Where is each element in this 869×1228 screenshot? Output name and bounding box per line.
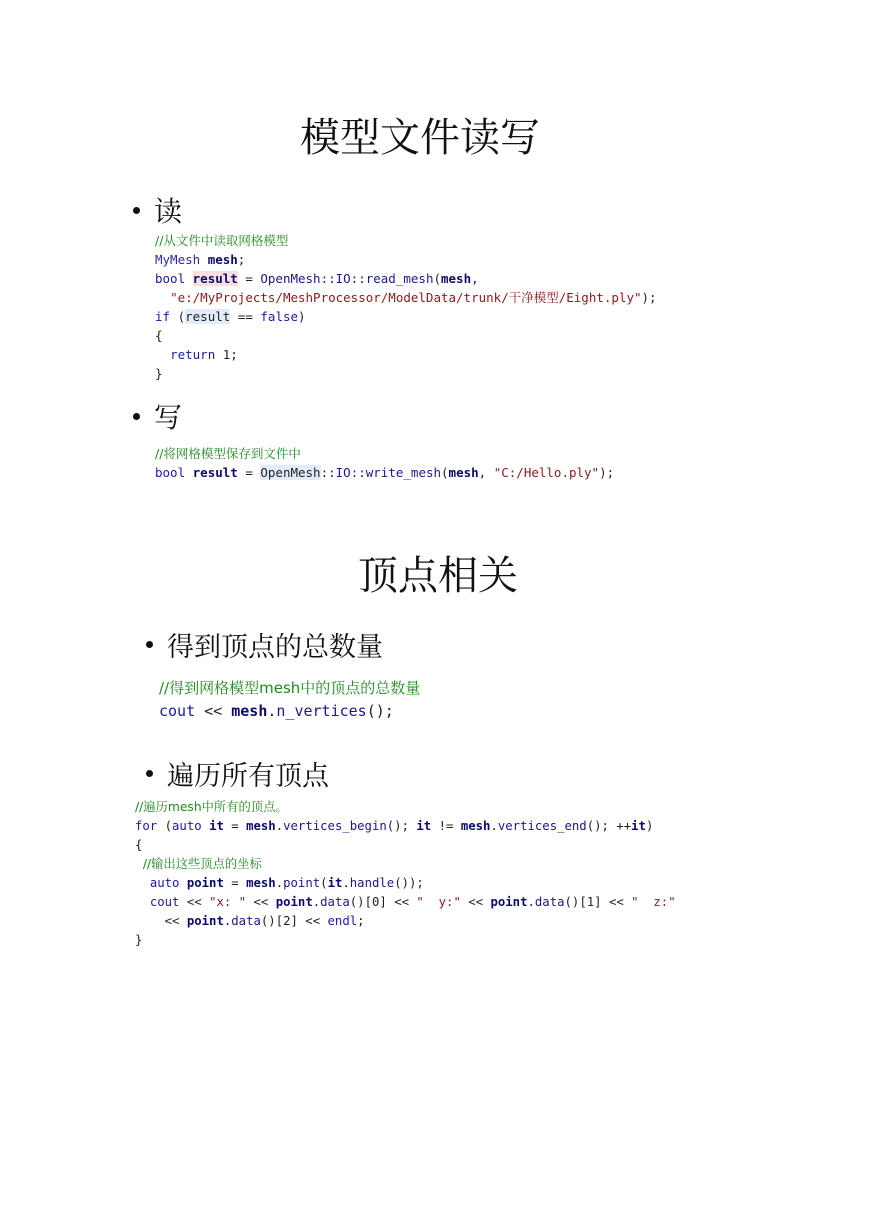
- code-line: cout << "x: " << point.data()[0] << " y:" << point.data()[1] << " z:": [149, 895, 676, 909]
- code-token: bool: [155, 271, 186, 286]
- code-line: << point.data()[2] << endl;: [135, 914, 365, 928]
- code-line: //输出这些顶点的坐标: [135, 857, 262, 871]
- code-line: MyMesh mesh;: [155, 252, 246, 267]
- code-line: //遍历mesh中所有的顶点。: [135, 800, 288, 814]
- code-token: mesh: [207, 252, 238, 267]
- code-token: data: [231, 914, 261, 928]
- code-line: {: [135, 838, 143, 852]
- code-token: it: [416, 819, 432, 833]
- code-block-vertex-count: [159, 677, 420, 723]
- code-token: mesh: [441, 271, 472, 286]
- bullet-label-write: 写: [154, 401, 183, 434]
- bullet-write: [133, 396, 182, 436]
- code-token: IO::write_mesh: [335, 465, 442, 480]
- code-token: data: [534, 895, 565, 909]
- code-token: mesh: [231, 702, 268, 720]
- code-token: OpenMesh::IO::read_mesh: [260, 271, 434, 286]
- code-token: cout: [149, 895, 180, 909]
- code-token: endl: [327, 914, 358, 928]
- section-title-vertices: 顶点相关: [358, 553, 518, 599]
- code-token: " z:": [631, 895, 676, 909]
- code-line: //将网格模型保存到文件中: [155, 446, 301, 461]
- code-line: bool result = OpenMesh::IO::write_mesh(mesh, "C:/Hello.ply");: [155, 465, 615, 480]
- code-token: mesh: [448, 465, 479, 480]
- code-token: vertices_end: [497, 819, 587, 833]
- code-token: "x: ": [209, 895, 247, 909]
- code-token: point: [283, 876, 321, 890]
- code-line: for (auto it = mesh.vertices_begin(); it != mesh.vertices_end(); ++it): [135, 819, 654, 833]
- code-line: //得到网格模型mesh中的顶点的总数量: [159, 679, 421, 697]
- code-token: point: [186, 876, 224, 890]
- code-token: mesh: [246, 876, 276, 890]
- code-block-iterate-vertices: [135, 798, 676, 950]
- code-token: data: [320, 895, 350, 909]
- code-token: auto: [172, 819, 202, 833]
- code-token: n_vertices: [276, 702, 367, 720]
- bullet-dot-icon: [133, 207, 140, 214]
- code-token: "C:/Hello.ply": [493, 465, 600, 480]
- code-line: }: [155, 366, 163, 381]
- code-token: cout: [159, 702, 196, 720]
- code-token: MyMesh: [155, 252, 201, 267]
- code-token: it: [327, 876, 343, 890]
- code-token: point: [186, 914, 224, 928]
- code-line: return 1;: [170, 347, 238, 362]
- bullet-read: [133, 190, 182, 230]
- code-token: "e:/MyProjects/MeshProcessor/ModelData/trunk/干净模型/Eight.ply": [170, 290, 642, 305]
- code-token: it: [631, 819, 646, 833]
- code-token: return: [170, 347, 216, 362]
- code-token: mesh: [246, 819, 276, 833]
- bullet-vertex-count: [146, 625, 383, 664]
- bullet-label-vertex-count: 得到顶点的总数量: [167, 632, 383, 663]
- code-block-write-mesh: [155, 444, 614, 482]
- code-line: {: [155, 328, 163, 343]
- bullet-iterate-vertices: [146, 754, 329, 793]
- bullet-dot-icon: [133, 413, 140, 420]
- bullet-label-iterate-vertices: 遍历所有顶点: [167, 761, 329, 792]
- section-title-model-io: 模型文件读写: [300, 115, 540, 161]
- bullet-label-read: 读: [154, 195, 183, 228]
- code-token: for: [135, 819, 158, 833]
- code-token: result: [192, 465, 238, 480]
- bullet-dot-icon: [146, 770, 153, 777]
- code-token: vertices_begin: [283, 819, 387, 833]
- code-token: OpenMesh: [260, 465, 321, 480]
- code-token: handle: [349, 876, 395, 890]
- code-token: result: [192, 271, 238, 286]
- code-line: bool result = OpenMesh::IO::read_mesh(mesh,: [155, 271, 479, 286]
- code-token: result: [185, 309, 231, 324]
- code-token: " y:": [416, 895, 461, 909]
- code-token: false: [260, 309, 299, 324]
- code-token: if: [155, 309, 171, 324]
- code-line: }: [135, 933, 143, 947]
- code-line: "e:/MyProjects/MeshProcessor/ModelData/trunk/干净模型/Eight.ply");: [170, 290, 657, 305]
- code-token: point: [275, 895, 313, 909]
- code-line: auto point = mesh.point(it.handle());: [149, 876, 424, 890]
- code-token: auto: [149, 876, 180, 890]
- code-token: it: [209, 819, 224, 833]
- code-block-read-mesh: [155, 231, 657, 383]
- code-token: point: [490, 895, 528, 909]
- code-token: bool: [155, 465, 186, 480]
- code-line: //从文件中读取网格模型: [155, 233, 289, 248]
- code-line: if (result == false): [155, 309, 306, 324]
- bullet-dot-icon: [146, 641, 153, 648]
- code-token: mesh: [460, 819, 491, 833]
- code-line: cout << mesh.n_vertices();: [159, 702, 394, 720]
